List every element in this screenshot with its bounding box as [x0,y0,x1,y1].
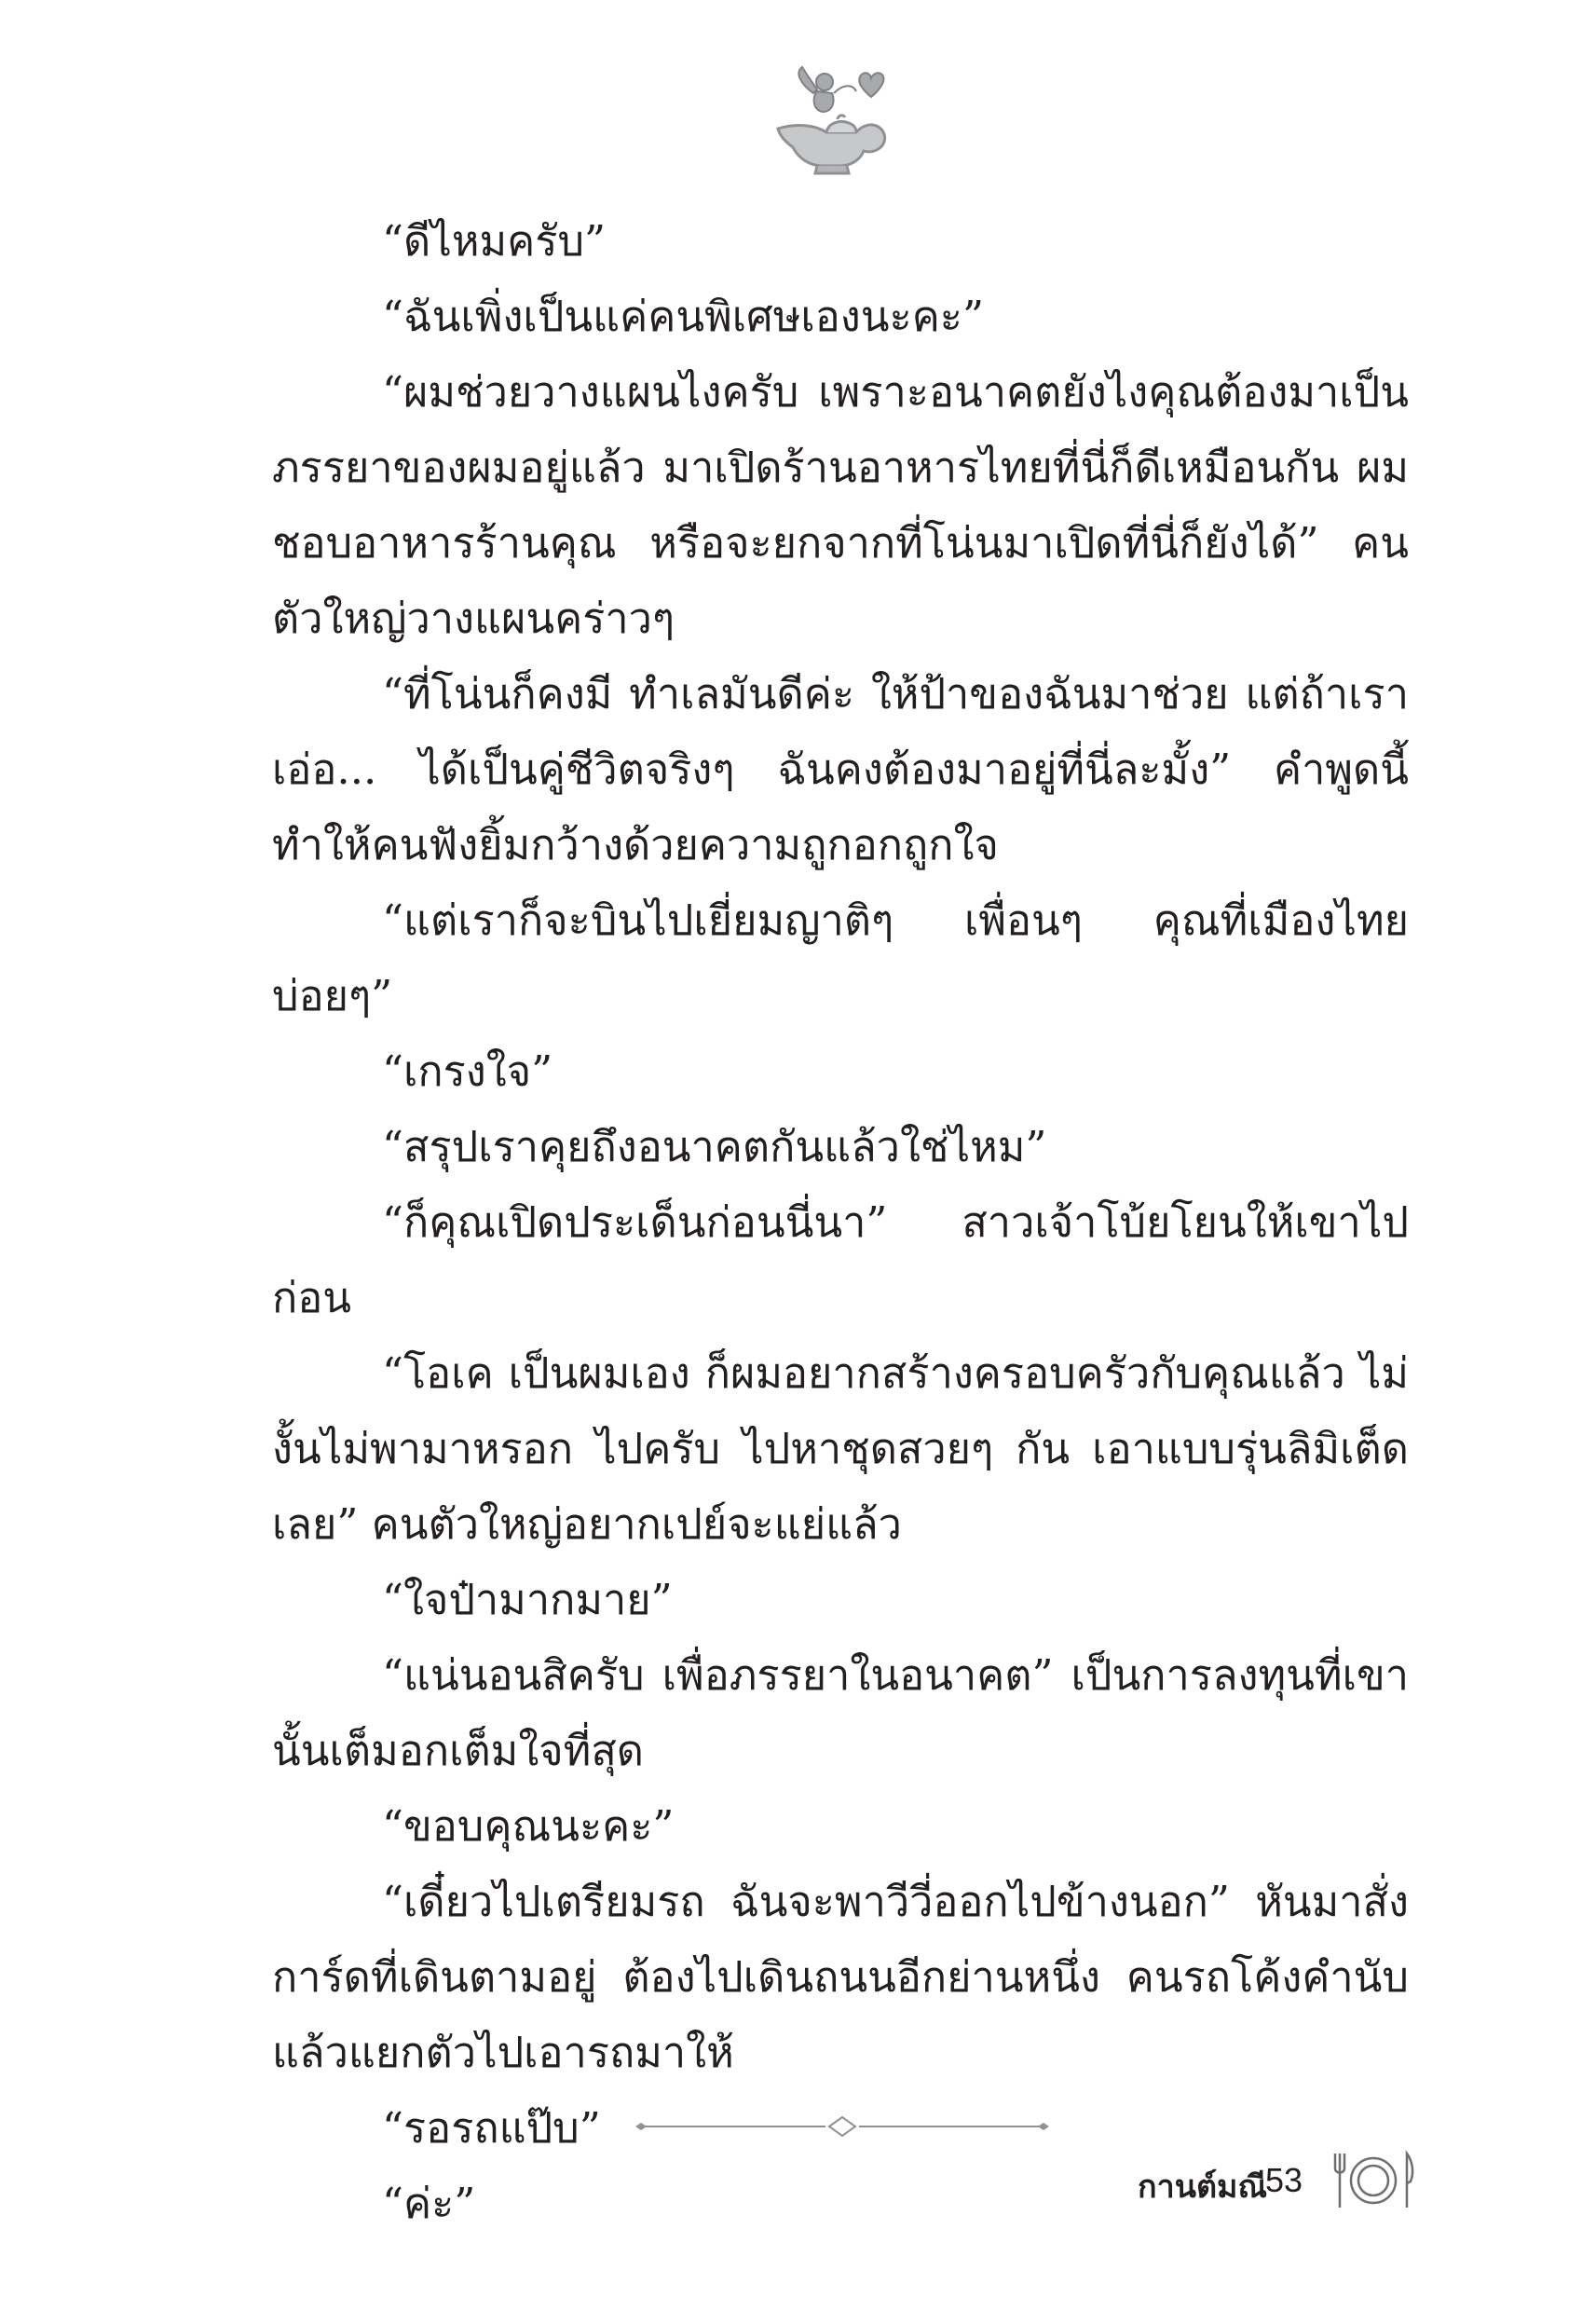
page-number: 53 [1265,2161,1303,2199]
book-title: กานต์มณี [1138,2168,1267,2206]
paragraph: “ก็คุณเปิดประเด็นก่อนนี่นา” สาวเจ้าโบ้ยโยนให้เขาไปก่อน [272,1197,1409,1322]
paragraph: “ใจป๋ามากมาย” [382,1575,673,1624]
diamond-divider [634,2115,1051,2138]
paragraph: “ฉันเพิ่งเป็นแค่คนพิเศษเองนะคะ” [382,292,984,341]
paragraph: “แต่เราก็จะบินไปเยี่ยมญาติๆ เพื่อนๆ คุณที่เมืองไทยบ่อยๆ” [272,896,1409,1020]
paragraph: “เดี๋ยวไปเตรียมรถ ฉันจะพาวีวี่ออกไปข้างนอก” หันมาสั่งการ์ดที่เดินตามอยู่ ต้องไปเดินถนนอีกย่านหนึ่ง คนรถโค้งคำนับแล้วแยกตัวไปเอารถมาให้ [272,1877,1409,2077]
paragraph: “เกรงใจ” [382,1046,553,1096]
paragraph: “สรุปเราคุยถึงอนาคตกันแล้วใช่ไหม” [382,1122,1047,1171]
paragraph: “ผมช่วยวางแผนไงครับ เพราะอนาคตยังไงคุณต้องมาเป็นภรรยาของผมอยู่แล้ว มาเปิดร้านอาหารไทยที่นี่ก็ดีเหมือนกัน ผมชอบอาหารร้านคุณ หรือจะยกจากที่โน่นมาเปิดที่นี่ก็ยังได้” คนตัวใหญ่วางแผนคร่าวๆ [272,367,1409,643]
paragraph: “ที่โน่นก็คงมี ทำเลมันดีค่ะ ให้ป้าของฉันมาช่วย แต่ถ้าเรา เอ่อ... ได้เป็นคู่ชีวิตจริงๆ ฉันคงต้องมาอยู่ที่นี่ละมั้ง” คำพูดนี้ทำให้คนฟังยิ้มกว้างด้วยความถูกอกถูกใจ [272,669,1409,869]
paragraph: “ขอบคุณนะคะ” [382,1801,675,1851]
plate-with-cutlery-icon [1330,2148,1416,2213]
paragraph: “ดีไหมครับ” [382,216,607,266]
paragraph: “รอรถแป๊บ” [382,2103,601,2153]
paragraph: “โอเค เป็นผมเอง ก็ผมอยากสร้างครอบครัวกับคุณแล้ว ไม่งั้นไม่พามาหรอก ไปครับ ไปหาชุดสวยๆ กัน เอาแบบรุ่นลิมิเต็ดเลย” คนตัวใหญ่อยากเปย์จะแย่แล้ว [272,1348,1409,1549]
body-text [272,203,1409,2241]
page-footer [1099,2148,1435,2213]
teapot-with-cherub-icon [759,56,899,177]
paragraph: “แน่นอนสิครับ เพื่อภรรยาในอนาคต” เป็นการลงทุนที่เขานั้นเต็มอกเต็มใจที่สุด [272,1650,1409,1775]
paragraph: “ค่ะ” [382,2179,476,2228]
